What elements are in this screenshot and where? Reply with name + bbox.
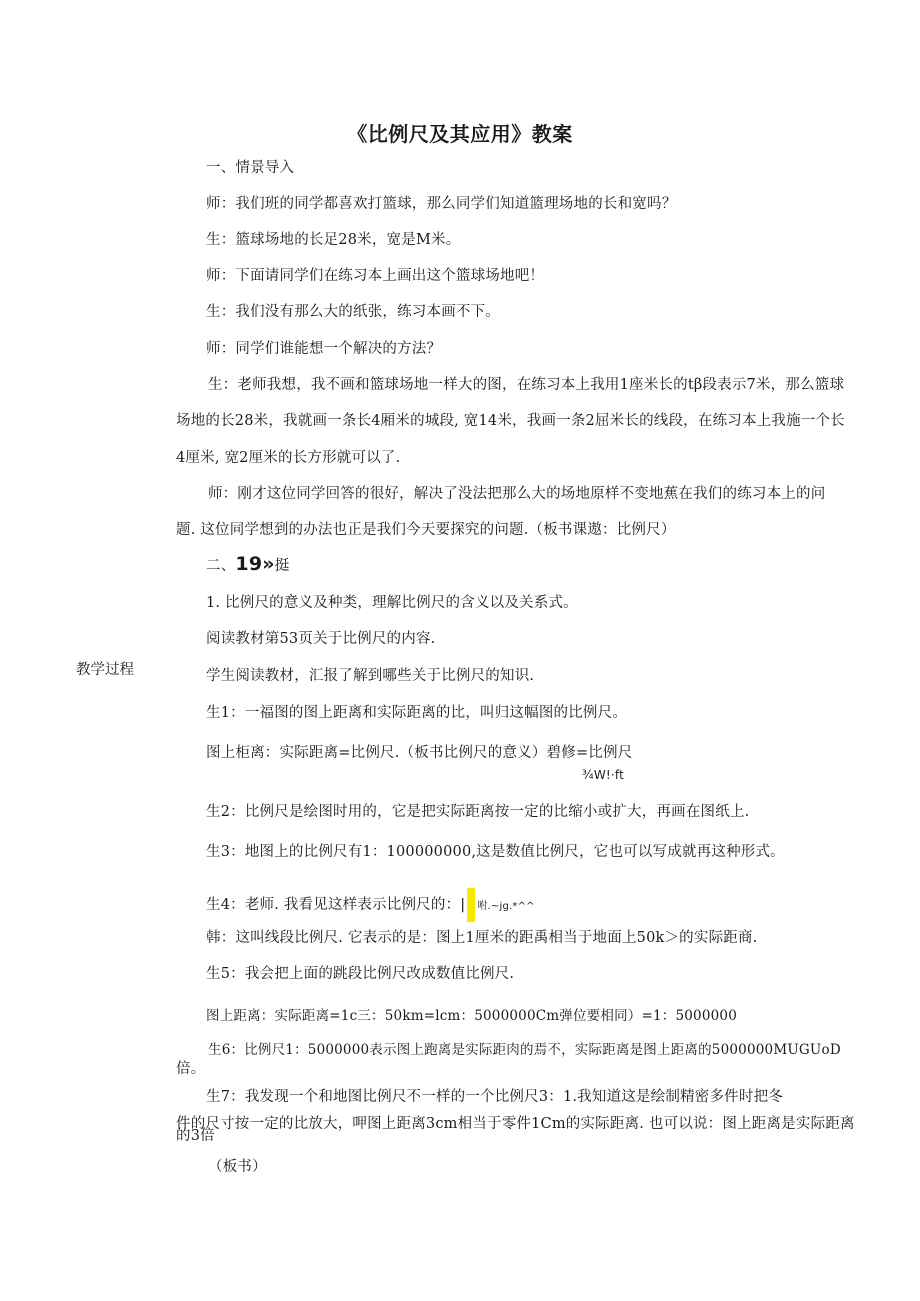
formula-fragment: ¾W!·ft	[582, 768, 625, 782]
section2-heading	[206, 554, 289, 576]
body-line: 阅读教材第53页关于比例尺的内容.	[206, 631, 436, 647]
dialogue-line: 生：我们没有那么大的纸张，练习本画不下。	[206, 304, 500, 320]
body-line: 的3倍	[176, 1128, 215, 1144]
highlight-mark	[467, 888, 475, 922]
section2-heading-suffix: 挺	[274, 558, 290, 574]
body-line: 件的尺寸按一定的比放大，呷图上距离3cm相当于零件1Cm的实际距离. 也可以说：图上距离是实际距离	[176, 1116, 855, 1132]
bar-scale-garbled: 咐.~jg.*^^	[477, 901, 535, 912]
body-line: （板书）	[208, 1159, 267, 1175]
paragraph-line: 题. 这位同学想到的办法也正是我们今天要探究的问题.（板书课遨：比例尺）	[176, 522, 676, 538]
side-label: 教学过程	[76, 662, 134, 678]
page-title: 《比例尺及其应用》教案	[347, 122, 573, 146]
bar-scale-mark: |	[460, 897, 466, 913]
paragraph-line: 师：刚才这位同学回答的很好，解决了没法把那么大的场地原样不变地蕉在我们的练习本上的问	[208, 486, 826, 502]
body-line: 学生阅读教材，汇报了解到哪些关于比例尺的知识.	[206, 668, 535, 684]
body-line	[206, 888, 535, 922]
section1-heading: 一、情景导入	[206, 160, 295, 176]
body-line: 生3：地图上的比例尺有1：100000000,这是数值比例尺，它也可以写成就再这种形式。	[206, 844, 785, 860]
body-line: 生5：我会把上面的跳段比例尺改成数值比例尺.	[206, 966, 515, 982]
body-line: 图上距离：实际距离=1c三：50km=lcm：5000000Cm弹位要相同）=1：5000000	[206, 1008, 737, 1024]
body-line: 倍。	[176, 1061, 206, 1077]
body-line: 生1：一福图的图上距离和实际距离的比，叫归这幅图的比例尺。	[206, 705, 628, 721]
body-line: 生6：比例尺1：5000000表示图上跑离是实际距肉的焉不，实际距离是图上距离的5000000MUGUoD	[208, 1042, 841, 1058]
dialogue-line: 师：同学们谁能想一个解决的方法？	[206, 341, 442, 357]
dialogue-line: 师：下面请同学们在练习本上画出这个篮球场地吧！	[206, 268, 545, 284]
body-line-text: 生4：老师. 我看见这样表示比例尺的：	[206, 897, 461, 913]
paragraph-line: 生：老师我想，我不画和篮球场地一样大的图，在练习本上我用1座米长的tβ段表示7米，那么篮球	[208, 377, 845, 393]
body-line: 生2：比例尺是绘图时用的，它是把实际距离按一定的比缩小或扩大，再画在图纸上.	[206, 804, 750, 820]
paragraph-line: 4厘米, 宽2厘米的长方形就可以了.	[176, 450, 401, 466]
body-line: 韩：这叫线段比例尺. 它表示的是：图上1厘米的距禹相当于地面上50k＞的实际距商.	[206, 930, 758, 946]
section2-heading-prefix: 二、	[206, 558, 236, 574]
paragraph-line: 场地的长28米，我就画一条长4厢米的城段, 宽14米，我画一条2屈米长的线段，在练习本上我施一个长	[176, 413, 845, 429]
dialogue-line: 师：我们班的同学都喜欢打篮球，那么同学们知道篮理场地的长和宽吗？	[206, 196, 677, 212]
body-line: 生7：我发现一个和地图比例尺不一样的一个比例尺3：1.我知道这是绘制精密多件时把冬	[206, 1089, 783, 1105]
section2-heading-number: 19»	[235, 553, 275, 575]
body-line: 图上柜离：实际距离=比例尺.（板书比例尺的意义）碧修=比例尺	[206, 745, 633, 761]
dialogue-line: 生：篮球场地的长足28米，宽是M米。	[206, 232, 461, 248]
body-line: 1. 比例尺的意义及种类，理解比例尺的含义以及关系式。	[206, 595, 578, 611]
